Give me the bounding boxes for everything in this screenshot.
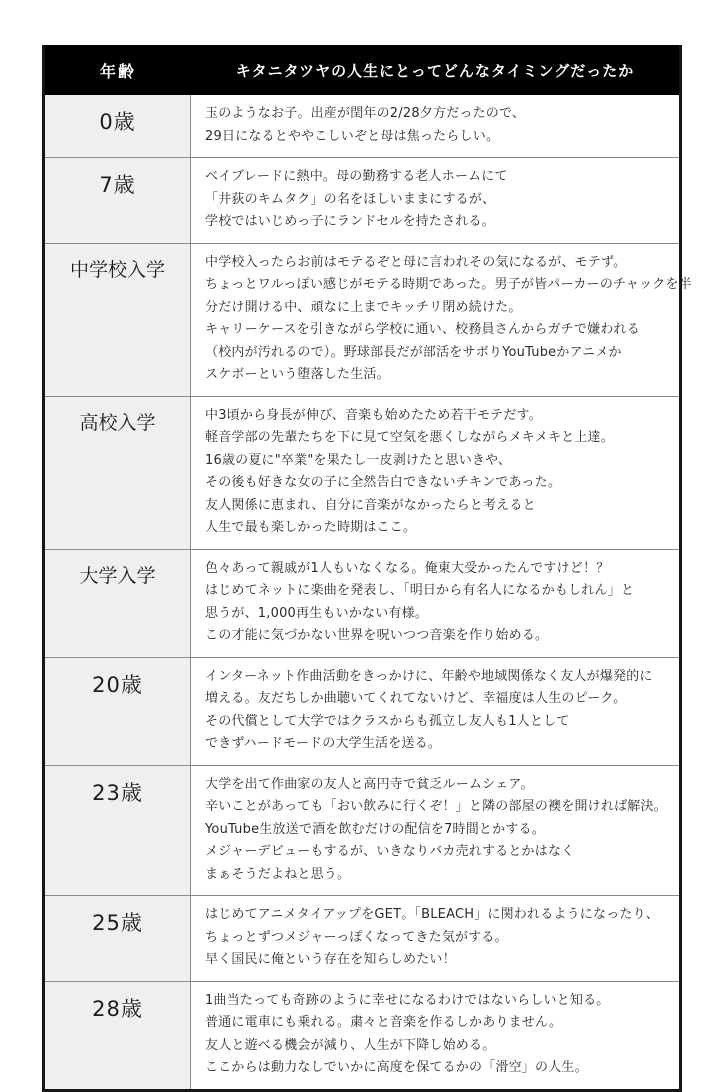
table-row [45,95,679,157]
description-line: インターネット作曲活動をきっかけに、年齢や地域関係なく友人が爆発的に [205,668,653,684]
description-line: ちょっとワルっぽい感じがモテる時期であった。男子が皆パーカーのチャックを半 [205,277,692,292]
age-cell: 大学入学 [45,550,191,657]
description-cell [191,158,679,243]
description-line: 増える。友だちしか曲聴いてくれてないけど、幸福度は人生のピーク。 [205,691,627,706]
description-cell [191,896,679,981]
description-line: 色々あって親戚が1人もいなくなる。俺東大受かったんですけど！？ [205,560,610,576]
table-header-row [45,45,679,95]
description-line: （校内が汚れるので）。野球部長だが部活をサボりYouTubeかアニメか [205,344,622,360]
description-cell [191,550,679,657]
description-line: 辛いことがあっても「おい飲みに行くぞ！」と隣の部屋の襖を開ければ解決。 [205,799,667,814]
timeline-table-body [45,95,692,1089]
table-row [45,157,679,243]
description-line: できずハードモードの大学生活を送る。 [205,736,442,751]
description-line: ベイブレードに熱中。母の勤務する老人ホームにて [205,169,508,184]
description-line: キャリーケースを引きながら学校に通い、校務員さんからガチで嫌われる [205,322,640,337]
timeline-table [42,45,692,1092]
description-line: 大学を出て作曲家の友人と高円寺で貧乏ルームシェア。 [205,776,534,792]
description-line: この才能に気づかない世界を呪いつつ音楽を作り始める。 [205,628,549,643]
description-line: メジャーデビューもするが、いきなりバカ売れするとかはなく [205,844,575,859]
description-line: 早く国民に俺という存在を知らしめたい！ [205,952,456,967]
table-row [45,396,679,549]
header-age-column: 年齢 [99,61,136,81]
description-line: 普通に電車にも乗れる。粛々と音楽を作るしかありません。 [205,1015,563,1030]
description-line: 玉のようなお子。出産が閏年の2/28夕方だったので、 [205,106,526,121]
age-cell: 0歳 [45,95,191,157]
description-line: 分だけ開ける中、頑なに上までキッチリ閉め続けた。 [205,299,522,315]
description-line: その後も好きな女の子に全然告白できないチキンであった。 [205,475,562,490]
description-line: YouTube生放送で酒を飲むだけの配信を7時間とかする。 [205,821,545,837]
description-line: 軽音学部の先輩たちを下に見て空気を悪くしながらメキメキと上達。 [205,430,614,445]
description-line: 「井荻のキムタク」の名をほしいままにするが、 [205,191,496,207]
age-cell: 23歳 [45,766,191,896]
header-description-column: キタニタツヤの人生にとってどんなタイミングだったか [235,61,635,80]
age-cell: 7歳 [45,158,191,243]
age-cell: 高校入学 [45,397,191,549]
description-line: 中学校入ったらお前はモテるぞと母に言われその気になるが、モテず。 [205,254,627,270]
table-row [45,765,679,896]
description-line: まぁそうだよねと思う。 [205,866,351,882]
age-cell: 20歳 [45,658,191,765]
table-row [45,549,679,657]
table-row [45,981,679,1089]
description-line: 友人関係に恵まれ、自分に音楽がなかったらと考えると [205,497,536,513]
description-cell [191,244,704,396]
description-line: ここからは動力なしでいかに高度を保てるかの「滑空」の人生。 [205,1060,588,1075]
description-line: ちょっとずつメジャーっぽくなってきた気がする。 [205,929,508,945]
description-cell [191,766,679,896]
description-line: 人生で最も楽しかった時期はここ。 [205,520,417,535]
description-line: はじめてネットに楽曲を発表し、「明日から有名人になるかもしれん」と [205,583,635,598]
description-line: 16歳の夏に"卒業"を果たし一皮剥けたと思いきや、 [205,452,512,468]
document-page [42,45,692,1092]
description-line: 中3頃から身長が伸び、音楽も始めたため若干モテだす。 [205,407,542,423]
description-cell [191,95,679,157]
description-line: 学校ではいじめっ子にランドセルを持たされる。 [205,214,495,229]
description-line: 29日になるとややこしいぞと母は焦ったらしい。 [205,128,500,144]
table-row [45,657,679,765]
age-cell: 28歳 [45,982,191,1089]
table-row [45,243,692,396]
description-line: 思うが、1,000再生もいかない有様。 [205,605,429,621]
table-row [45,895,679,981]
age-cell: 中学校入学 [45,244,191,396]
description-cell [191,658,679,765]
description-line: 友人と遊べる機会が減り、人生が下降し始める。 [205,1037,496,1053]
age-cell: 25歳 [45,896,191,981]
description-line: その代償として大学ではクラスからも孤立し友人も1人として [205,713,570,729]
description-line: 1曲当たっても奇跡のように幸せになるわけではないらしいと知る。 [205,992,610,1008]
description-line: スケボーという堕落した生活。 [205,367,390,382]
description-line: はじめてアニメタイアップをGET。「BLEACH」に関われるようになったり、 [205,907,660,922]
description-cell [191,397,679,549]
description-cell [191,982,679,1089]
